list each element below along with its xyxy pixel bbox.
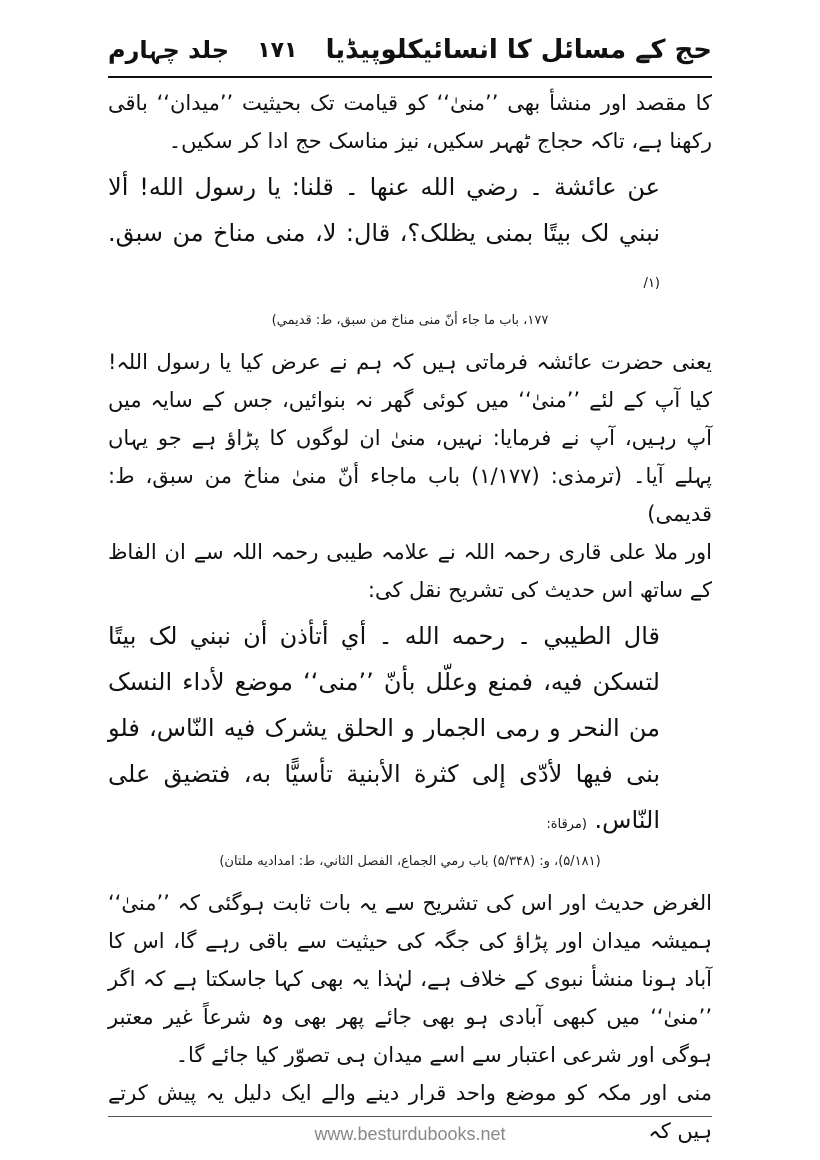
arabic-commentary [108,613,712,848]
page-header [108,28,712,72]
footer-divider [108,1116,712,1117]
urdu-paragraph-3: اور ملا علی قاری رحمہ اللہ نے علامہ طیبی رحمہ اللہ سے ان الفاظ کے ساتھ اس حدیث کی تشریح نقل کی: [108,540,712,602]
urdu-paragraph-1: کا مقصد اور منشأ بھی ’’منیٰ‘‘ کو قیامت تک بحیثیت ’’میدان‘‘ باقی رکھنا ہے، تاکہ حجاج ٹھہر سکیں، نیز مناسک حج ادا کر سکیں۔ [108,91,712,153]
urdu-paragraph-5: منی اور مکہ کو موضع واحد قرار دینے والے ایک دلیل یہ پیش کرتے ہیں کہ [108,1081,712,1143]
page-number: ۱۷۱ [257,37,298,63]
reference-1: ۱۷۷، باب ما جاء أنّ منى مناخ من سبق، ط: قديمي) [271,313,549,328]
arabic-hadith-1 [108,164,712,307]
website-footer: www.besturdubooks.net [314,1124,506,1144]
urdu-paragraph-4: الغرض حدیث اور اس کی تشریح سے یہ بات ثابت ہوگئی کہ ’’منیٰ‘‘ ہمیشہ میدان اور پڑاؤ کی جگہ کی حیثیت سے باقی رہے گا، اس کا آباد ہونا منشأ نبوی کے خلاف ہے، لہٰذا یہ بھی کہا جاسکتا ہے کہ اگر ’’منیٰ‘‘ میں کبھی آبادی ہو بھی جائے پھر بھی وہ شرعاً غیر معتبر ہوگی اور شرعی اعتبار سے اسے میدان ہی تصوّر کیا جائے گا۔ [108,891,712,1067]
arabic-hadith-1-text: عن عائشة ۔ رضي الله عنها ۔ قلنا: يا رسول الله! ألا نبني لک بيتًا بمنى يظلک؟، قال: لا، منى مناخ من سبق. [108,173,660,247]
arabic-commentary-text: قال الطيبي ۔ رحمه الله ۔ أي أتأذن أن نبني لک بيتًا لتسكن فيه، فمنع وعلّل بأنّ ’’منى‘‘ موضع لأداء النسک من النحر و رمى الجمار و الحلق يشرک فيه النّاس، فلو بنى فيها لأدّى إلى كثرة الأبنية تأسيًّا به، فتضيق على النّاس. [108,622,660,834]
page-body [108,84,712,1150]
header-divider [108,76,712,78]
reference-2: (۵/۱۸۱)، و: (۵/۳۴۸) باب رمي الجماع، الفصل الثاني، ط: امداديه ملتان) [219,854,601,869]
urdu-paragraph-2: یعنی حضرت عائشہ فرماتی ہیں کہ ہم نے عرض کیا یا رسول اللہ! کیا آپ کے لئے ’’منیٰ‘‘ میں کوئی گھر نہ بنوائیں، جس کے سایہ میں آپ رہیں، آپ نے فرمایا: نہیں، منیٰ ان لوگوں کا پڑاؤ ہے جو یہاں پہلے آیا۔ (ترمذی: (۱/۱۷۷) باب ماجاء أنّ منیٰ مناخ من سبق، ط: قدیمی) [108,350,712,526]
arabic-hadith-1-ref-lead: (۱/ [643,276,660,291]
book-title: حج کے مسائل کا انسائیکلوپیڈیا [325,35,712,65]
volume-label: جلد چہارم [108,36,230,64]
arabic-commentary-ref-lead: (مرقاة: [546,817,587,832]
